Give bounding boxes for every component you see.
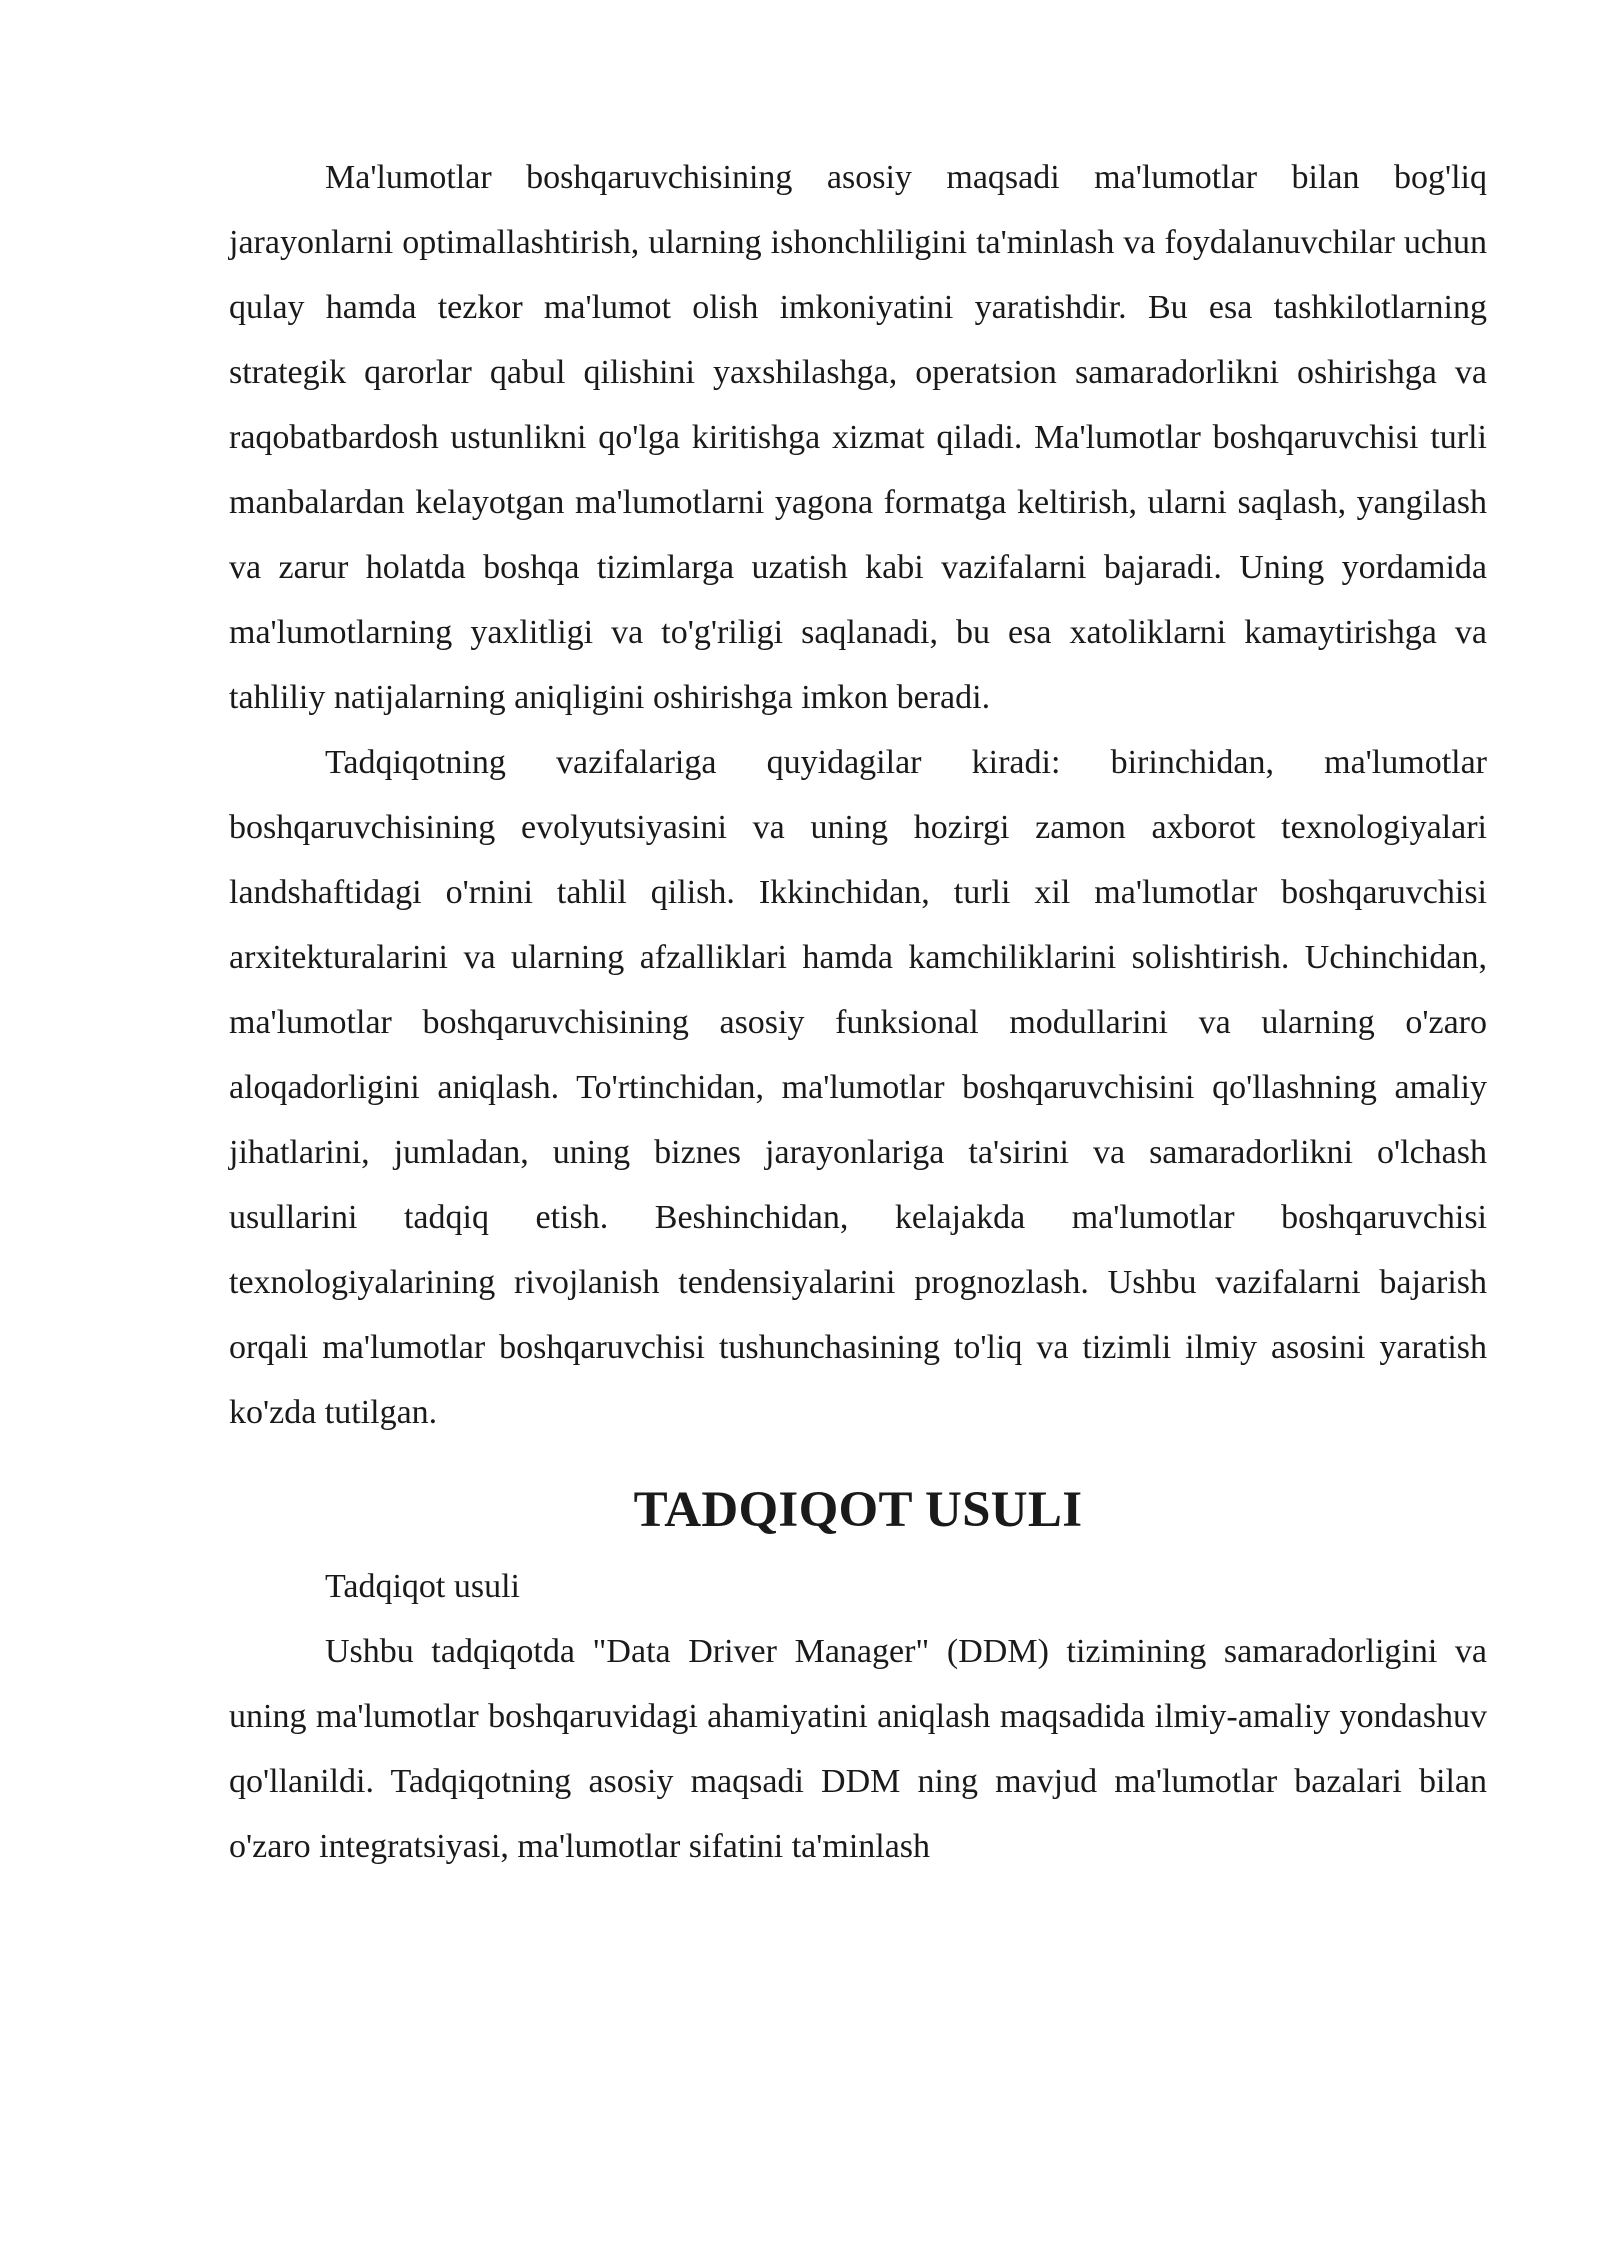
section-subheading: Tadqiqot usuli bbox=[325, 1568, 521, 1605]
paragraph-data-manager-goal: Ma'lumotlar boshqaruvchisining asosiy maqsadi ma'lumotlar bilan bog'liq jarayonlarni optimallashtirish, ularning ishonchliligini ta'minlash va foydalanuvchilar uchun qulay hamda tezkor ma'lumot olish imkoniyatini yaratishdir. Bu esa tashkilotlarning strategik qarorlar qabul qilishini yaxshilashga, operatsion samaradorlikni oshirishga va raqobatbardosh ustunlikni qo'lga kiritishga xizmat qiladi. Ma'lumotlar boshqaruvchisi turli manbalardan kelayotgan ma'lumotlarni yagona formatga keltirish, ularni saqlash, yangilash va zarur holatda boshqa tizimlarga uzatish kabi vazifalarni bajaradi. Uning yordamida ma'lumotlarning yaxlitligi va to'g'riligi saqlanadi, bu esa xatoliklarni kamaytirishga va tahliliy natijalarning aniqligini oshirishga imkon beradi. bbox=[229, 159, 1487, 716]
document-page bbox=[229, 145, 1487, 1879]
paragraph-research-method: Ushbu tadqiqotda "Data Driver Manager" (DDM) tizimining samaradorligini va uning ma'lumotlar boshqaruvidagi ahamiyatini aniqlash maqsadida ilmiy-amaliy yondashuv qo'llanildi. Tadqiqotning asosiy maqsadi DDM ning mavjud ma'lumotlar bazalari bilan o'zaro integratsiyasi, ma'lumotlar sifatini ta'minlash bbox=[229, 1633, 1487, 1865]
paragraph-research-tasks: Tadqiqotning vazifalariga quyidagilar kiradi: birinchidan, ma'lumotlar boshqaruvchisining evolyutsiyasini va uning hozirgi zamon axborot texnologiyalari landshaftidagi o'rnini tahlil qilish. Ikkinchidan, turli xil ma'lumotlar boshqaruvchisi arxitekturalarini va ularning afzalliklari hamda kamchiliklarini solishtirish. Uchinchidan, ma'lumotlar boshqaruvchisining asosiy funksional modullarini va ularning o'zaro aloqadorligini aniqlash. To'rtinchidan, ma'lumotlar boshqaruvchisini qo'llashning amaliy jihatlarini, jumladan, uning biznes jarayonlariga ta'sirini va samaradorlikni o'lchash usullarini tadqiq etish. Beshinchidan, kelajakda ma'lumotlar boshqaruvchisi texnologiyalarining rivojlanish tendensiyalarini prognozlash. Ushbu vazifalarni bajarish orqali ma'lumotlar boshqaruvchisi tushunchasining to'liq va tizimli ilmiy asosini yaratish ko'zda tutilgan. bbox=[229, 744, 1487, 1431]
section-heading: TADQIQOT USULI bbox=[633, 1482, 1083, 1538]
